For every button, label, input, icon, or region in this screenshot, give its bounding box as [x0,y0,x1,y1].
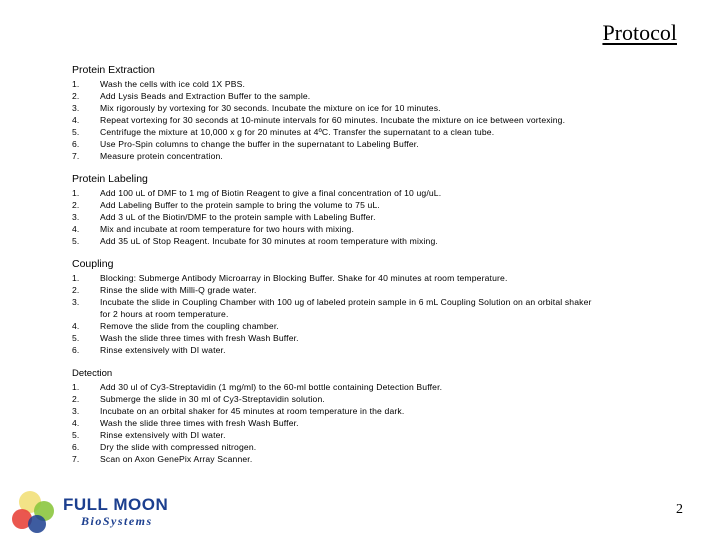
step-number: 6. [72,442,80,452]
step-number: 4. [72,418,80,428]
step-text: Dry the slide with compressed nitrogen. [100,442,257,452]
step-number: 3. [72,212,80,222]
list-item [72,78,692,90]
section-protein-labeling [72,173,692,247]
list-item [72,199,692,211]
list-item [72,90,692,102]
step-text: Add 3 uL of the Biotin/DMF to the protein sample with Labeling Buffer. [100,212,376,222]
step-text: Incubate the slide in Coupling Chamber with 100 ug of labeled protein sample in 6 mL Coupling Solution on an orbital shaker for 2 hours at room temperature. [100,297,592,319]
list-item [72,235,692,247]
list-item [72,393,692,405]
step-number: 4. [72,321,80,331]
list-item [72,114,692,126]
list-item [72,138,692,150]
step-number: 5. [72,236,80,246]
list-item [72,211,692,223]
section-title: Detection [72,368,113,379]
step-number: 1. [72,79,80,89]
logo-dots-icon [10,489,62,534]
step-number: 1. [72,382,80,392]
list-item [72,150,692,162]
step-text: Wash the cells with ice cold 1X PBS. [100,79,246,89]
step-number: 2. [72,285,80,295]
list-item [72,332,692,344]
page-title: Protocol [602,20,677,45]
protocol-content [72,64,692,476]
step-text: Mix and incubate at room temperature for two hours with mixing. [100,224,355,234]
step-number: 1. [72,188,80,198]
section-title: Coupling [72,258,114,270]
step-text: Rinse extensively with DI water. [100,345,226,355]
list-item [72,429,692,441]
step-text: Add Lysis Beads and Extraction Buffer to the sample. [100,91,311,101]
step-text: Mix rigorously by vortexing for 30 seconds. Incubate the mixture on ice for 10 minutes. [100,103,441,113]
step-number: 5. [72,127,80,137]
step-number: 3. [72,297,80,307]
list-item [72,126,692,138]
list-item [72,284,692,296]
list-item [72,453,692,465]
list-item [72,102,692,114]
list-item [72,296,692,320]
step-text: Remove the slide from the coupling chamber. [100,321,279,331]
section-detection [72,367,692,465]
step-number: 5. [72,430,80,440]
section-title: Protein Labeling [72,173,148,185]
step-number: 7. [72,454,80,464]
company-logo [10,489,180,534]
step-text: Wash the slide three times with fresh Wash Buffer. [100,418,299,428]
section-title: Protein Extraction [72,64,155,76]
step-text: Submerge the slide in 30 ml of Cy3-Streptavidin solution. [100,394,325,404]
step-text: Scan on Axon GenePix Array Scanner. [100,454,253,464]
section-coupling [72,258,692,356]
step-number: 5. [72,333,80,343]
step-number: 7. [72,151,80,161]
step-number: 3. [72,103,80,113]
list-item [72,417,692,429]
step-text: Centrifuge the mixture at 10,000 x g for 20 minutes at 4ºC. Transfer the supernatant to a clean tube. [100,127,495,137]
step-text: Rinse extensively with DI water. [100,430,226,440]
list-item [72,344,692,356]
step-text: Incubate on an orbital shaker for 45 minutes at room temperature in the dark. [100,406,405,416]
step-text: Measure protein concentration. [100,151,223,161]
section-protein-extraction [72,64,692,162]
page-number: 2 [676,502,683,517]
step-number: 4. [72,115,80,125]
step-text: Rinse the slide with Milli-Q grade water. [100,285,257,295]
step-number: 4. [72,224,80,234]
list-item [72,223,692,235]
step-number: 2. [72,200,80,210]
step-text: Add 100 uL of DMF to 1 mg of Biotin Reagent to give a final concentration of 10 ug/uL. [100,188,442,198]
logo-name: FULL MOON [63,495,169,514]
step-text: Add 35 uL of Stop Reagent. Incubate for 30 minutes at room temperature with mixing. [100,236,438,246]
step-number: 6. [72,345,80,355]
logo-subtitle: BioSystems [81,514,153,528]
step-text: Add Labeling Buffer to the protein sample to bring the volume to 75 uL. [100,200,380,210]
step-text: Repeat vortexing for 30 seconds at 10-minute intervals for 60 minutes. Incubate the mixture on ice between vortexing. [100,115,566,125]
list-item [72,320,692,332]
step-number: 3. [72,406,80,416]
list-item [72,272,692,284]
step-text: Blocking: Submerge Antibody Microarray in Blocking Buffer. Shake for 40 minutes at room temperature. [100,273,508,283]
list-item [72,405,692,417]
list-item [72,441,692,453]
step-number: 6. [72,139,80,149]
step-number: 1. [72,273,80,283]
step-text: Wash the slide three times with fresh Wash Buffer. [100,333,299,343]
list-item [72,187,692,199]
step-number: 2. [72,91,80,101]
step-text: Add 30 ul of Cy3-Streptavidin (1 mg/ml) to the 60-ml bottle containing Detection Buffer. [100,382,443,392]
step-number: 2. [72,394,80,404]
list-item [72,381,692,393]
step-text: Use Pro-Spin columns to change the buffer in the supernatant to Labeling Buffer. [100,139,419,149]
